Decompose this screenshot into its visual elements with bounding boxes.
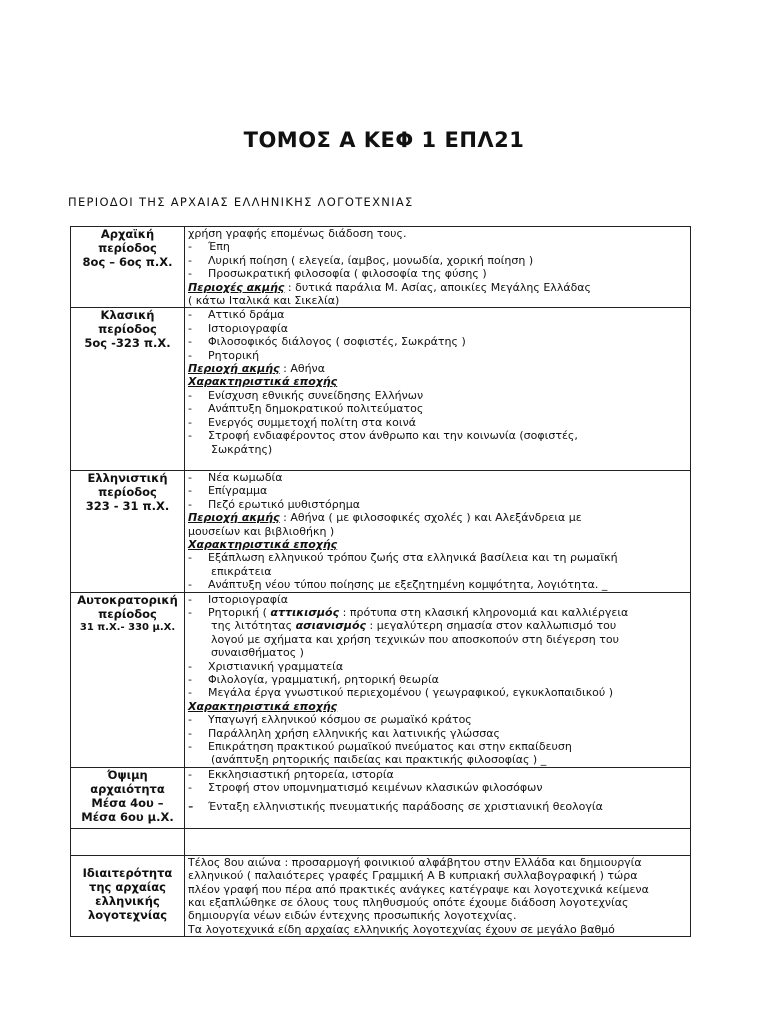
period-dates: 8ος – 6ος π.Χ.: [82, 255, 173, 269]
document-title: ΤΟΜΟΣ Α ΚΕΦ 1 ΕΠΛ21: [243, 128, 525, 152]
list-item: - Έπη: [188, 240, 230, 254]
empty-cell: [185, 828, 691, 855]
list-item: - Αττικό δράμα: [188, 308, 285, 322]
list-item: - Προσωκρατική φιλοσοφία ( φιλοσοφία της φύσης ): [188, 267, 487, 281]
region-text: : Αθήνα ( με φιλοσοφικές σχολές ) και Αλεξάνδρεια με: [279, 511, 582, 525]
asianism-term: ασιανισμός: [295, 619, 367, 633]
list-item: - Ενεργός συμμετοχή πολίτη στα κοινά: [188, 415, 417, 429]
document-subtitle: ΠΕΡΙΟΔΟΙ ΤΗΣ ΑΡΧΑΙΑΣ ΕΛΛΗΝΙΚΗΣ ΛΟΓΟΤΕΧΝΙΑΣ: [68, 195, 414, 209]
list-item: - Ενίσχυση εθνικής συνείδησης Ελλήνων: [188, 388, 424, 402]
section-name: λογοτεχνίας: [87, 907, 168, 922]
period-word: περίοδος: [98, 484, 157, 499]
list-item-continuation: (ανάπτυξη ρητορικής παιδείας και πρακτικής φιλοσοφίας ) _: [211, 753, 547, 767]
region-heading: Περιοχή ακμής: [188, 362, 280, 376]
particularity-content: [185, 855, 691, 936]
paragraph-line: πλέον γραφή που πέρα από πρακτικές ανάγκες κατέγραψε και λογοτεχνικά κείμενα: [188, 882, 649, 896]
list-item: - Ανάπτυξη νέου τύπου ποίησης με εξεζητημένη κομψότητα, λογιότητα. _: [188, 578, 608, 592]
section-name: της αρχαίας: [89, 879, 166, 894]
period-content-classical: [185, 308, 691, 470]
region-continuation: ( κάτω Ιταλικά και Σικελία): [188, 294, 340, 308]
features-heading: Χαρακτηριστικά εποχής: [188, 375, 338, 389]
list-item: - Ρητορική: [188, 348, 260, 362]
period-dates: 323 - 31 π.Χ.: [85, 498, 170, 513]
paragraph-line: δημιουργία νέων ειδών έντεχνης προσωπικής λογοτεχνίας.: [188, 909, 517, 923]
period-name: Κλασική: [100, 308, 155, 323]
table-row-empty: [71, 828, 691, 855]
region-heading: Περιοχές ακμής: [188, 280, 285, 294]
period-name: Αυτοκρατορική: [77, 592, 178, 607]
list-item-continuation: συναισθήματος ): [211, 646, 304, 660]
section-name: ελληνικής: [95, 893, 160, 908]
list-item: - Υπαγωγή ελληνικού κόσμου σε ρωμαϊκό κράτος: [188, 713, 472, 727]
paragraph-line: ελληνικού ( παλαιότερες γραφές Γραμμική Α Β κυπριακή συλλαβογραφική ) τώρα: [188, 869, 638, 883]
list-item: - Εκκλησιαστική ρητορεία, ιστορία: [188, 767, 394, 781]
period-content-late: [185, 767, 691, 828]
region-line: [185, 362, 686, 375]
list-item: - Φιλολογία, γραμματική, ρητορική θεωρία: [188, 673, 439, 686]
paragraph-line: Τέλος 8ου αιώνα : προσαρμογή φοινικιού αλφάβητου στην Ελλάδα και δημιουργία: [188, 855, 642, 869]
period-word: περίοδος: [98, 606, 157, 621]
list-item: - Παράλληλη χρήση ελληνικής και λατινικής γλώσσας: [188, 726, 500, 740]
period-content-imperial: [185, 592, 691, 767]
region-heading: Περιοχή ακμής: [188, 511, 280, 525]
period-name: Όψιμη: [107, 767, 148, 782]
intro-text: χρήση γραφής επομένως διάδοση τους.: [188, 227, 407, 240]
list-item-continuation: λογού με σχήματα και χρήση τεχνικών που αποσκοπούν στη διέγερση του: [211, 632, 619, 646]
region-line: [185, 511, 686, 524]
list-item: - Νέα κωμωδία: [188, 470, 283, 484]
period-label-imperial: [71, 592, 185, 767]
list-item: - Επίγραμμα: [188, 484, 268, 498]
table-row: [71, 767, 691, 828]
period-name: Ελληνιστική: [87, 470, 168, 485]
features-heading: Χαρακτηριστικά εποχής: [188, 537, 338, 551]
list-item-continuation: επικράτεια: [211, 564, 272, 578]
paragraph-line: Τα λογοτεχνικά είδη αρχαίας ελληνικής λογοτεχνίας έχουν σε μεγάλο βαθμό: [188, 922, 615, 936]
period-label-hellenistic: [71, 470, 185, 592]
period-dates: 5ος -323 π.Χ.: [84, 336, 171, 351]
period-word: αρχαιότητα: [90, 781, 165, 796]
region-line: [185, 281, 686, 294]
period-dates: Μέσα 4ου –: [91, 795, 164, 810]
region-text: : Αθήνα: [279, 362, 325, 376]
list-item: - Ένταξη ελληνιστικής πνευματικής παράδοσης σε χριστιανική θεολογία: [188, 796, 603, 815]
list-item: - Στροφή στον υπομνηματισμό κειμένων κλασικών φιλοσόφων: [188, 781, 543, 795]
list-item: - Λυρική ποίηση ( ελεγεία, ίαμβος, μονωδία, χορική ποίηση ): [188, 253, 534, 267]
table-row: [71, 227, 691, 308]
table-row: [71, 308, 691, 470]
list-item: - Ρητορική ( αττικισμός : πρότυπα στη κλασική κληρονομιά και καλλιέργεια: [188, 605, 629, 619]
empty-cell: [71, 828, 185, 855]
period-label-particularity: [71, 855, 185, 936]
list-item-continuation: Σωκράτης): [211, 442, 273, 456]
period-content-archaic: [185, 227, 691, 308]
period-label-late: [71, 767, 185, 828]
list-item: - Πεζό ερωτικό μυθιστόρημα: [188, 497, 360, 511]
region-text: : δυτικά παράλια Μ. Ασίας, αποικίες Μεγάλης Ελλάδας: [284, 280, 592, 294]
list-item-continuation: της λιτότητας ασιανισμός : μεγαλύτερη σημασία στον καλλωπισμό του: [211, 619, 617, 633]
period-word: περίοδος: [98, 322, 157, 337]
period-name: Αρχαϊκή: [100, 227, 155, 241]
features-heading: Χαρακτηριστικά εποχής: [188, 699, 338, 713]
period-content-hellenistic: [185, 470, 691, 592]
period-label-archaic: [71, 227, 185, 308]
period-dates: Μέσα 6ου μ.Χ.: [81, 809, 174, 824]
table-row: [71, 470, 691, 592]
paragraph-line: και εξαπλώθηκε σε όλους τους πληθυσμούς οπότε έχουμε διάδοση λογοτεχνίας: [188, 896, 629, 910]
list-item: - Εξάπλωση ελληνικού τρόπου ζωής στα ελληνικά βασίλεια και τη ρωμαϊκή: [188, 551, 618, 565]
section-name: Ιδιαιτερότητα: [82, 865, 173, 880]
atticism-term: αττικισμός: [270, 605, 340, 619]
list-item: - Στροφή ενδιαφέροντος στον άνθρωπο και την κοινωνία (σοφιστές,: [188, 429, 578, 443]
period-dates: 31 π.Χ.- 330 μ.Χ.: [79, 621, 176, 633]
list-item: - Φιλοσοφικός διάλογος ( σοφιστές, Σωκράτης ): [188, 335, 466, 349]
list-item: - Χριστιανική γραμματεία: [188, 659, 344, 673]
list-item: - Ιστοριογραφία: [188, 321, 288, 335]
region-continuation: μουσείων και βιβλιοθήκη ): [188, 524, 335, 538]
list-item: - Μεγάλα έργα γνωστικού περιεχομένου ( γεωγραφικού, εγκυκλοπαιδικού ): [188, 686, 614, 700]
period-word: περίοδος: [98, 241, 157, 255]
list-item: - Επικράτηση πρακτικού ρωμαϊκού πνεύματος και στην εκπαίδευση: [188, 740, 572, 754]
list-item: - Ανάπτυξη δημοκρατικού πολιτεύματος: [188, 402, 424, 416]
periods-table: [70, 226, 691, 937]
list-item: - Ιστοριογραφία: [188, 592, 288, 606]
period-label-classical: [71, 308, 185, 470]
table-row: [71, 592, 691, 767]
table-row: [71, 855, 691, 936]
